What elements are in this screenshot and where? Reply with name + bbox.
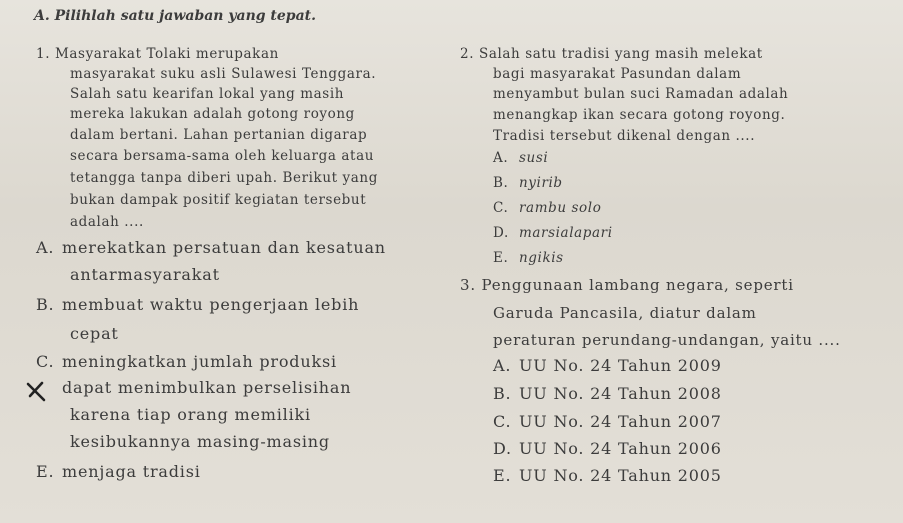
q2-option-e[interactable]	[493, 250, 564, 266]
option-text: UU No. 24 Tahun 2008	[519, 384, 722, 403]
q1-line: adalah ....	[70, 214, 144, 230]
q1-line: tetangga tanpa diberi upah. Berikut yang	[70, 170, 378, 186]
q3-option-d[interactable]	[493, 439, 722, 458]
option-text: UU No. 24 Tahun 2007	[519, 412, 722, 431]
q1-line: 1. Masyarakat Tolaki merupakan	[36, 46, 279, 62]
option-text: kesibukannya masing-masing	[70, 432, 330, 451]
option-letter: D.	[493, 225, 509, 241]
option-text: dapat menimbulkan perselisihan	[62, 378, 352, 397]
q3-line: 3. Penggunaan lambang negara, seperti	[460, 276, 794, 294]
q1-line: bukan dampak positif kegiatan tersebut	[70, 192, 367, 208]
option-letter: A.	[36, 238, 55, 257]
q1-line: dalam bertani. Lahan pertanian digarap	[70, 127, 368, 143]
option-text: cepat	[70, 324, 119, 343]
q2-line: bagi masyarakat Pasundan dalam	[493, 66, 742, 82]
option-text: nyirib	[519, 175, 563, 191]
q3-option-e[interactable]	[493, 466, 722, 485]
option-text: merekatkan persatuan dan kesatuan	[62, 238, 386, 257]
option-text: UU No. 24 Tahun 2005	[519, 466, 722, 485]
option-text: susi	[519, 150, 549, 166]
option-text: UU No. 24 Tahun 2006	[519, 439, 722, 458]
option-letter: C.	[493, 412, 512, 431]
q1-line: mereka lakukan adalah gotong royong	[70, 106, 355, 122]
option-letter: A.	[493, 356, 512, 375]
q2-option-b[interactable]	[493, 175, 563, 191]
q1-line: Salah satu kearifan lokal yang masih	[70, 86, 345, 102]
option-letter: A.	[493, 150, 509, 166]
q2-option-d[interactable]	[493, 225, 613, 241]
q3-option-c[interactable]	[493, 412, 722, 431]
option-text: antarmasyarakat	[70, 265, 220, 284]
q2-option-c[interactable]	[493, 200, 601, 216]
q2-option-a[interactable]	[493, 150, 548, 166]
option-text: rambu solo	[519, 200, 602, 216]
q3-line: Garuda Pancasila, diatur dalam	[493, 304, 757, 322]
option-letter: C.	[493, 200, 509, 216]
option-text: karena tiap orang memiliki	[70, 405, 311, 424]
option-letter: B.	[493, 175, 509, 191]
q3-option-b[interactable]	[493, 384, 722, 403]
option-text: ngikis	[519, 250, 564, 266]
option-letter: B.	[493, 384, 512, 403]
option-text: meningkatkan jumlah produksi	[62, 352, 337, 371]
q1-line: secara bersama-sama oleh keluarga atau	[70, 148, 375, 164]
option-letter: E.	[36, 462, 55, 481]
q2-line: 2. Salah satu tradisi yang masih melekat	[460, 46, 763, 62]
q2-line: Tradisi tersebut dikenal dengan ....	[493, 128, 756, 144]
q2-line: menangkap ikan secara gotong royong.	[493, 107, 786, 123]
option-text: UU No. 24 Tahun 2009	[519, 356, 722, 375]
option-text: marsialapari	[519, 225, 613, 241]
option-text: menjaga tradisi	[62, 462, 201, 481]
q3-option-a[interactable]	[493, 356, 722, 375]
q2-line: menyambut bulan suci Ramadan adalah	[493, 86, 789, 102]
option-text: membuat waktu pengerjaan lebih	[62, 295, 360, 314]
option-letter: E.	[493, 250, 509, 266]
q1-line: masyarakat suku asli Sulawesi Tenggara.	[70, 66, 377, 82]
option-letter: C.	[36, 352, 55, 371]
option-letter: D.	[493, 439, 512, 458]
section-heading: A. Pilihlah satu jawaban yang tepat.	[34, 8, 316, 24]
option-letter: B.	[36, 295, 55, 314]
option-letter: E.	[493, 466, 512, 485]
q3-line: peraturan perundang-undangan, yaitu ....	[493, 331, 841, 349]
